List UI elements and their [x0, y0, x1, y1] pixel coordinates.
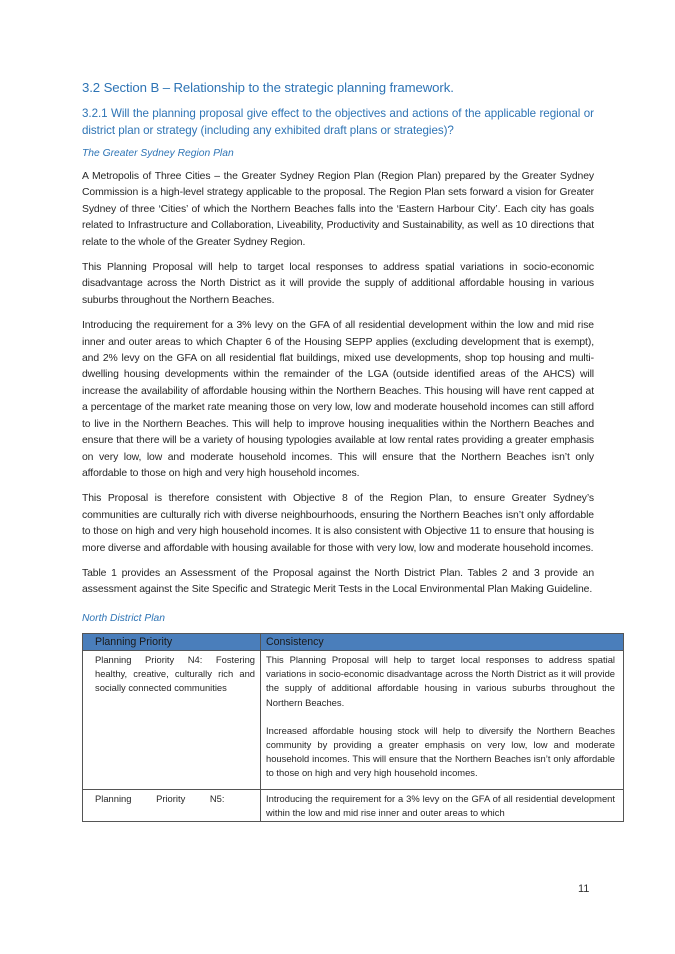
north-district-plan-table: [82, 633, 624, 822]
page-number: 11: [578, 883, 590, 895]
priority-text: Planning Priority N4: Fostering healthy, creative, culturally rich and socially connected communities: [95, 653, 255, 694]
consistency-text: Introducing the requirement for a 3% levy on the GFA of all residential development within the low and mid rise inner and outer areas to which: [266, 792, 615, 818]
priority-cell: [83, 789, 261, 821]
paragraph-objective-consistency: This Proposal is therefore consistent with Objective 8 of the Region Plan, to ensure Greater Sydney’s communities are culturally rich with diverse neighbourhoods, ensuring the Northern Beaches isn’t only affordable to those on high and very high household incomes. It is also consistent with Objective 11 to ensure that housing is more diverse and affordable with housing available for those with very low, low and moderate household incomes.: [82, 493, 594, 554]
table-caption: North District Plan: [82, 612, 165, 624]
table-row: [83, 650, 624, 789]
section-heading: 3.2 Section B – Relationship to the strategic planning framework.: [82, 80, 454, 95]
priority-text: Planning Priority N5:: [95, 792, 225, 804]
consistency-text: Increased affordable housing stock will help to diversify the Northern Beaches community by providing a greater emphasis on very low, low and moderate household incomes. This will ensure that the Northern Beaches isn’t only affordable to those on high and very high household incomes.: [266, 724, 615, 779]
region-plan-heading: The Greater Sydney Region Plan: [82, 148, 234, 159]
paragraph-local-responses: This Planning Proposal will help to target local responses to address spatial variations in socio-economic disadvantage across the North District as it will provide the supply of additional affordable housing in various suburbs throughout the Northern Beaches.: [82, 262, 594, 306]
paragraph-table-overview: Table 1 provides an Assessment of the Proposal against the North District Plan. Tables 2 and 3 provide an assessment against the Site Specific and Strategic Merit Tests in the Local Environmental Plan Making Guideline.: [82, 567, 594, 596]
document-page: [82, 80, 615, 822]
priority-cell: [83, 650, 261, 789]
paragraph-region-plan-intro: A Metropolis of Three Cities – the Greater Sydney Region Plan (Region Plan) prepared by the Greater Sydney Commission is a high-level strategy applicable to the proposal. The Region Plan sets forward a vision for Greater Sydney of three ‘Cities’ of which the Northern Beaches falls into the ‘Eastern Harbour City’. Each city has goals related to Infrastructure and Collaboration, Liveability, Productivity and Sustainability, as well as 10 directions that relate to the whole of the Greater Sydney Region.: [82, 171, 594, 248]
consistency-cell: [261, 650, 624, 789]
column-header-consistency: Consistency: [261, 633, 624, 650]
consistency-text: This Planning Proposal will help to target local responses to address spatial variations in socio-economic disadvantage across the North District as it will provide the supply of additional affordable housing in various suburbs throughout the Northern Beaches.: [266, 653, 615, 708]
column-header-planning-priority: Planning Priority: [83, 633, 261, 650]
section-subheading: 3.2.1 Will the planning proposal give effect to the objectives and actions of the applicable regional or district plan or strategy (including any exhibited draft plans or strategies)?: [82, 107, 594, 137]
table-row: [83, 789, 624, 821]
table-header-row: [83, 633, 624, 650]
consistency-cell: [261, 789, 624, 821]
paragraph-levy-requirement: Introducing the requirement for a 3% levy on the GFA of all residential development within the low and mid rise inner and outer areas to which Chapter 6 of the Housing SEPP applies (excluding development that is exempt), and 2% levy on the GFA on all residential flat buildings, mixed use developments, shop top housing and multi-dwelling housing developments within the remainder of the LGA (outside identified areas of the AHCS) will increase the availability of affordable housing within the Northern Beaches. This housing will have rent capped at a percentage of the market rate meaning those on very low, low and moderate household incomes can still afford to live in the Northern Beaches. This will help to improve housing inequalities within the Northern Beaches and ensure that there will be a variety of housing typologies available at low rental rates providing a greater emphasis on very low, low and moderate household incomes. This will ensure that the Northern Beaches isn’t only affordable to those on high and very high household incomes.: [82, 320, 594, 479]
